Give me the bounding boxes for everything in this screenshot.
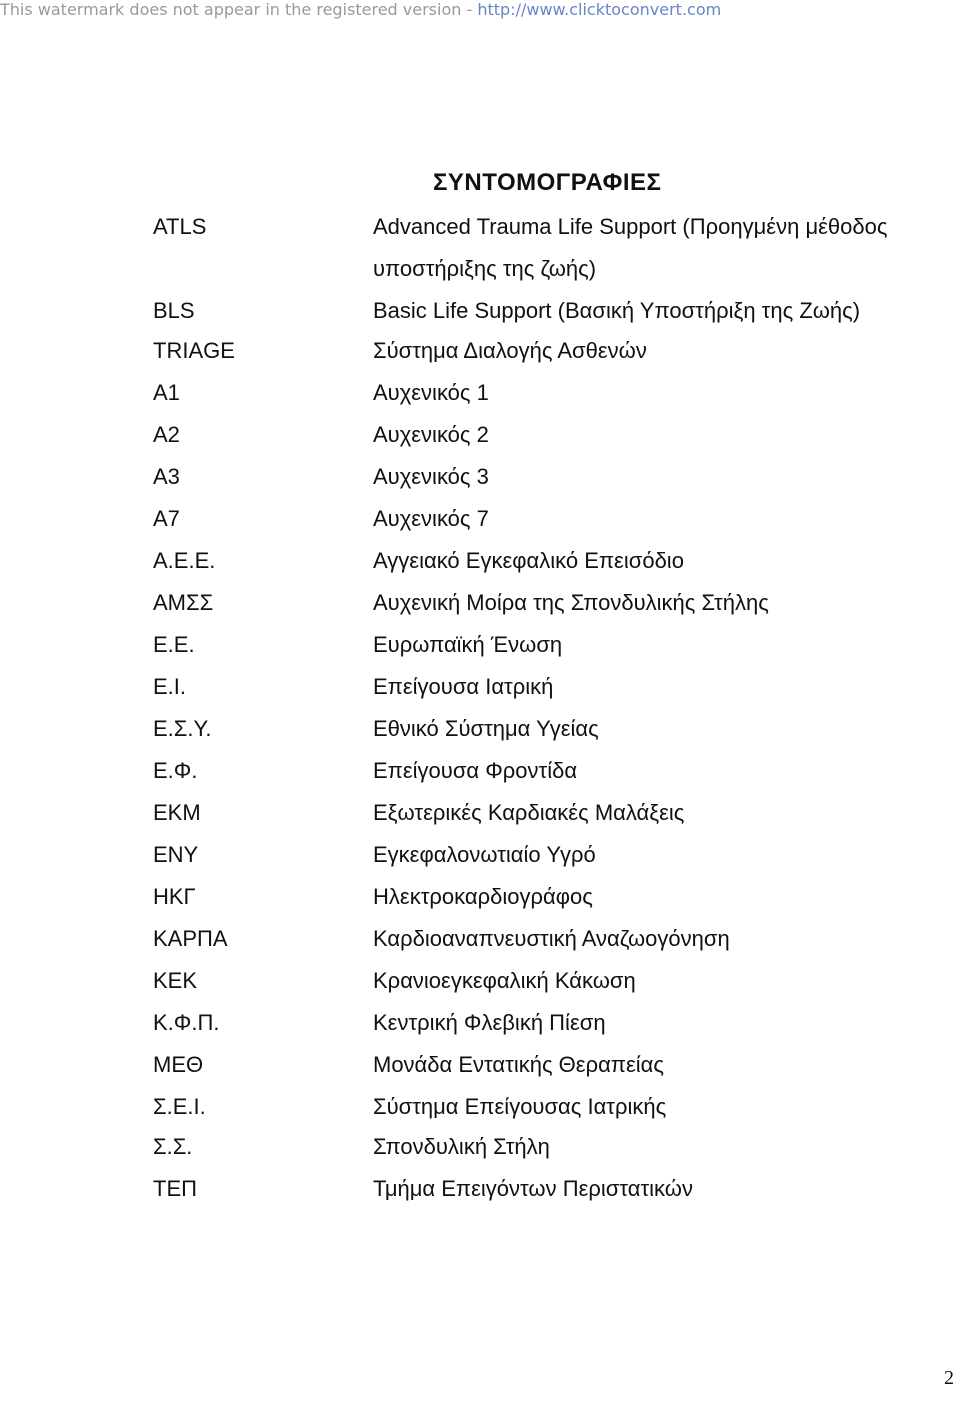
abbreviation: ΤΕΠ: [153, 1176, 197, 1201]
definition: Επείγουσα Ιατρική: [373, 674, 554, 699]
list-item: [0, 414, 960, 456]
definition: Αυχενικός 2: [373, 422, 489, 447]
abbreviation: Σ.Ε.Ι.: [153, 1094, 206, 1119]
abbreviation: TRIAGE: [153, 338, 235, 363]
abbreviation: Α.Ε.Ε.: [153, 548, 216, 573]
definition: Επείγουσα Φροντίδα: [373, 758, 578, 783]
definition: Αυχενικός 7: [373, 506, 489, 531]
definition: Αυχενική Μοίρα της Σπονδυλικής Στήλης: [373, 590, 769, 615]
list-item: [0, 918, 960, 960]
abbreviation: Ε.Ε.: [153, 632, 195, 657]
list-item: [0, 540, 960, 582]
definition: Ευρωπαϊκή Ένωση: [373, 632, 563, 657]
list-item: [0, 330, 960, 372]
list-item: [0, 1002, 960, 1044]
abbreviation: ΑΜΣΣ: [153, 590, 214, 615]
abbreviation: Ε.Ι.: [153, 674, 187, 699]
list-item: [0, 876, 960, 918]
list-item: [0, 624, 960, 666]
list-item: [0, 1126, 960, 1168]
definition: Εθνικό Σύστημα Υγείας: [373, 716, 599, 741]
abbreviation: Κ.Φ.Π.: [153, 1010, 220, 1035]
abbreviation: Α3: [153, 464, 180, 489]
abbreviation: BLS: [153, 298, 195, 323]
definition: Αυχενικός 1: [373, 380, 489, 405]
abbreviation: ΕΝΥ: [153, 842, 199, 867]
definition: Αυχενικός 3: [373, 464, 489, 489]
list-item: [0, 248, 960, 290]
definition: Τμήμα Επειγόντων Περιστατικών: [373, 1176, 693, 1201]
list-item: [0, 792, 960, 834]
abbreviation: Ε.Σ.Υ.: [153, 716, 212, 741]
page-number: 2: [944, 1367, 954, 1389]
list-item: [0, 582, 960, 624]
definition: Αγγειακό Εγκεφαλικό Επεισόδιο: [373, 548, 684, 573]
list-item: [0, 666, 960, 708]
list-item: [0, 1044, 960, 1086]
list-item: [0, 708, 960, 750]
definition: Advanced Trauma Life Support (Προηγμένη μέθοδος: [373, 214, 888, 239]
list-item: [0, 290, 960, 332]
list-item: [0, 834, 960, 876]
definition: Σύστημα Διαλογής Ασθενών: [373, 338, 647, 363]
definition: Ηλεκτροκαρδιογράφος: [373, 884, 593, 909]
list-item: [0, 960, 960, 1002]
list-item: [0, 1168, 960, 1210]
abbreviation: ΚΕΚ: [153, 968, 198, 993]
definition: Σύστημα Επείγουσας Ιατρικής: [373, 1094, 667, 1119]
abbreviation: ΚΑΡΠΑ: [153, 926, 228, 951]
page-title: ΣΥΝΤΟΜΟΓΡΑΦΙΕΣ: [433, 169, 662, 196]
abbreviation: Α1: [153, 380, 180, 405]
definition: Εξωτερικές Καρδιακές Μαλάξεις: [373, 800, 685, 825]
list-item: [0, 498, 960, 540]
abbreviation: ΕΚΜ: [153, 800, 201, 825]
abbreviation: ΜΕΘ: [153, 1052, 204, 1077]
definition: Σπονδυλική Στήλη: [373, 1134, 550, 1159]
list-item: [0, 750, 960, 792]
watermark-text: This watermark does not appear in the registered version -: [0, 0, 478, 19]
definition: υποστήριξης της ζωής): [373, 256, 597, 281]
list-item: [0, 456, 960, 498]
watermark-link[interactable]: http://www.clicktoconvert.com: [477, 0, 722, 19]
list-item: [0, 206, 960, 248]
definition: Basic Life Support (Βασική Υποστήριξη της Ζωής): [373, 298, 861, 323]
abbreviation: Α2: [153, 422, 180, 447]
definition: Καρδιοαναπνευστική Αναζωογόνηση: [373, 926, 730, 951]
definition: Κεντρική Φλεβική Πίεση: [373, 1010, 606, 1035]
abbreviation: Σ.Σ.: [153, 1134, 193, 1159]
abbreviation: ΗΚΓ: [153, 884, 196, 909]
list-item: [0, 1086, 960, 1128]
definition: Εγκεφαλονωτιαίο Υγρό: [373, 842, 596, 867]
definition: Κρανιοεγκεφαλική Κάκωση: [373, 968, 636, 993]
list-item: [0, 372, 960, 414]
abbreviation: ATLS: [153, 214, 207, 239]
abbreviation: Ε.Φ.: [153, 758, 198, 783]
abbreviation: Α7: [153, 506, 180, 531]
definition: Μονάδα Εντατικής Θεραπείας: [373, 1052, 665, 1077]
